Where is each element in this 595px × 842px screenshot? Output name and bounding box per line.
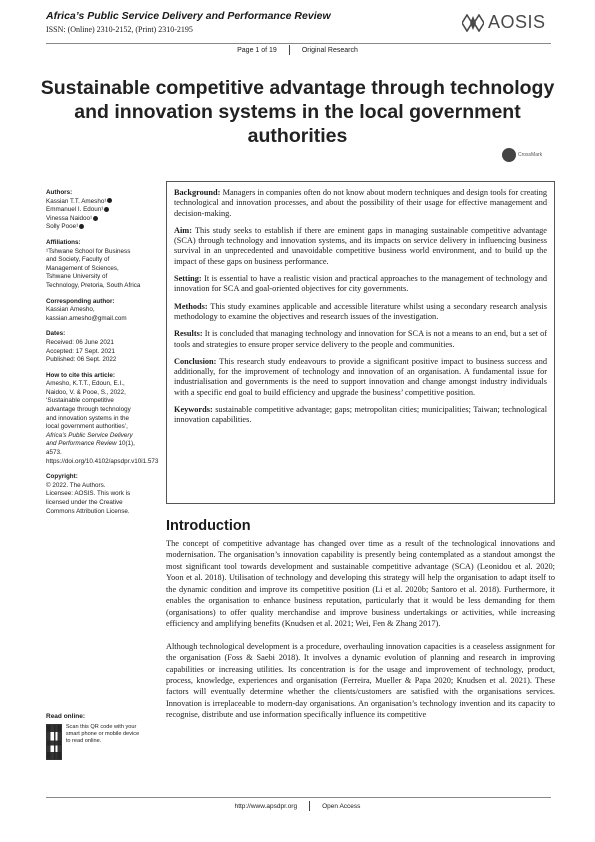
crossmark-badge[interactable] <box>502 148 542 162</box>
section-heading: Introduction <box>166 518 251 534</box>
crossmark-label: CrossMark <box>518 152 543 158</box>
orcid-icon[interactable] <box>104 207 109 212</box>
copyright-label: Copyright: <box>46 473 78 481</box>
orcid-icon[interactable] <box>93 216 98 221</box>
read-online-box <box>46 713 140 760</box>
cite-label: How to cite this article: <box>46 371 115 379</box>
divider <box>309 801 310 811</box>
article-info-sidebar <box>46 189 159 516</box>
affiliation: ¹Tshwane School for Business and Society, Faculty of Management of Sciences, Tshwane University of Technology, Pretoria, South Africa <box>46 247 141 289</box>
orcid-icon[interactable] <box>107 198 112 203</box>
issn: ISSN: (Online) 2310-2152, (Print) 2310-2195 <box>46 25 193 34</box>
divider <box>289 45 290 55</box>
abstract-background: Background: Managers in companies often do not know about modern techniques and design tools for creating technological and innovation processes, and about the possibility of their usage for effective management and decision-making. <box>174 188 548 218</box>
author: Solly Pooe¹ <box>46 223 142 232</box>
abstract-methods: Methods: This study examines applicable and accessible literature whilst using a secondary research analysis methodology to examine the objectives and research issues of the investigation. <box>174 301 547 321</box>
read-online-label: Read online: <box>46 713 86 720</box>
page-info-bar <box>0 44 595 56</box>
citation: Amesho, K.T.T., Edoun, E.I., Naidoo, V. & Pooe, S., 2022, ‘Sustainable competitive advantage through technology and innovation systems in the local government authorities’, Africa’s Public Service Delivery and Performance Review 10(1), a573. https://doi.org/10.4102/apsdpr.v10i1.573 <box>46 380 159 465</box>
abstract-keywords: Keywords: sustainable competitive advantage; gaps; metropolitan cities; municipalities; Taiwan; technological innovation capabilities. <box>174 405 548 425</box>
date-accepted: Accepted: 17 Sept. 2021 <box>46 347 115 355</box>
authors-label: Authors: <box>46 189 73 196</box>
corresponding-name: Kassian Amesho, <box>46 306 95 314</box>
dates-label: Dates: <box>46 330 66 338</box>
orcid-icon[interactable] <box>79 224 84 229</box>
aosis-logo-icon <box>462 14 484 32</box>
doi-link[interactable]: 10(1), a573. https://doi.org/10.4102/apsdpr.v10i1.573 <box>46 440 159 465</box>
page-number: Page 1 of 19 <box>237 46 277 54</box>
author: Kassian T.T. Amesho¹ <box>46 198 142 207</box>
abstract-box <box>166 181 555 504</box>
footer-rule <box>46 797 551 798</box>
paragraph: The concept of competitive advantage has changed over time as a result of the technological innovations and modernisation. The organisation’s innovation capability is presently being contemplated as a standout amongst the most significant tool towards development and sustainable competitive advantage (SCA) (Leonidou et al. 2020; Yoon et al. 2018). Utilisation of technology and developing this strategy will help the organisation to adapt itself to the dynamic condition and improve its competitive position (Li et al. 2020b; Santoro et al. 2018). Furthermore, it enables the organisation to enhance business reputation, particularly that it would be less demanding for them (organisations) to offer quality merchandise and improve business undertakings or activities, while increasing efficiency and amplifying benefits (Knudsen et al. 2021; Wei, Fen & Zhang 2017). <box>166 539 555 629</box>
paragraph: Although technological development is a procedure, overhauling innovation capacities is a ceaseless assignment for the organisation (Foss & Saebi 2018). It involves a dynamic evolution of planning and research in improving capabilities or increasing utilities. Its concentration is for the usage and improvement of technology, product, process, knowledge, experiences and organisation (Ferreira, Mueller & Papa 2020; Knudsen et al. 2021). These factors will eventually determine whether the clients/customers are satisfied with the organisations services. Innovation is irreplaceable to modern-day organisations. An organisation’s technology invention and its capacity to recognise, distribute and use information specifically influence its competitive <box>166 641 555 720</box>
publisher-logo[interactable] <box>462 12 546 33</box>
date-received: Received: 06 June 2021 <box>46 338 114 346</box>
date-published: Published: 06 Sept. 2022 <box>46 356 117 364</box>
abstract-results: Results: It is concluded that managing technology and innovation for SCA is not a means to an end, but a set of tools and strategies to ensure proper service delivery to the people and communities. <box>174 329 548 349</box>
qr-instructions: Scan this QR code with your smart phone or mobile device to read online. <box>65 724 140 744</box>
author: Vinessa Naidoo¹ <box>46 215 142 224</box>
crossmark-icon <box>502 148 516 162</box>
corresponding-email[interactable]: kassian.amesho@gmail.com <box>46 314 127 322</box>
logo-text: AOSIS <box>488 12 546 32</box>
copyright-text: © 2022. The Authors. <box>46 481 106 489</box>
article-type: Original Research <box>301 46 358 54</box>
body-text <box>166 538 555 732</box>
author: Emmanuel I. Edoun¹ <box>46 206 142 215</box>
journal-url[interactable]: http://www.apsdpr.org <box>234 802 298 810</box>
license-text: Licensee: AOSIS. This work is licensed under the Creative Commons Attribution License. <box>46 490 131 515</box>
abstract-setting: Setting: It is essential to have a realistic vision and practical approaches to the management of technology and innovation for SCA and goal-oriented objectives for city governments. <box>174 274 547 294</box>
abstract-conclusion: Conclusion: This research study endeavours to provide a significant positive impact to business success and additionally, for the improvement of technology and innovation of an organisation. A fundamental issue for industrialisation and governments is the need to support innovation and change amongst industry individuals with a specific end goal to build efficiency and upgrade the business’ competitive position. <box>174 356 547 397</box>
qr-code-icon[interactable] <box>46 724 62 760</box>
corresponding-label: Corresponding author: <box>46 297 115 305</box>
article-title: Sustainable competitive advantage through technology and innovation systems in the local government authorities <box>40 77 555 147</box>
open-access-label: Open Access <box>322 802 361 810</box>
abstract-aim: Aim: This study seeks to establish if there are eminent gaps in managing sustainable competitive advantage (SCA) through technology and innovation systems, and its impacts on service delivery in influencing business survival in an unprecedented and unavoidable competitive business world environment, and to build up the impact of these gaps on business performance. <box>174 225 547 266</box>
affiliations-label: Affiliations: <box>46 238 81 246</box>
journal-title: Africa’s Public Service Delivery and Performance Review <box>46 10 331 22</box>
footer <box>0 801 595 811</box>
